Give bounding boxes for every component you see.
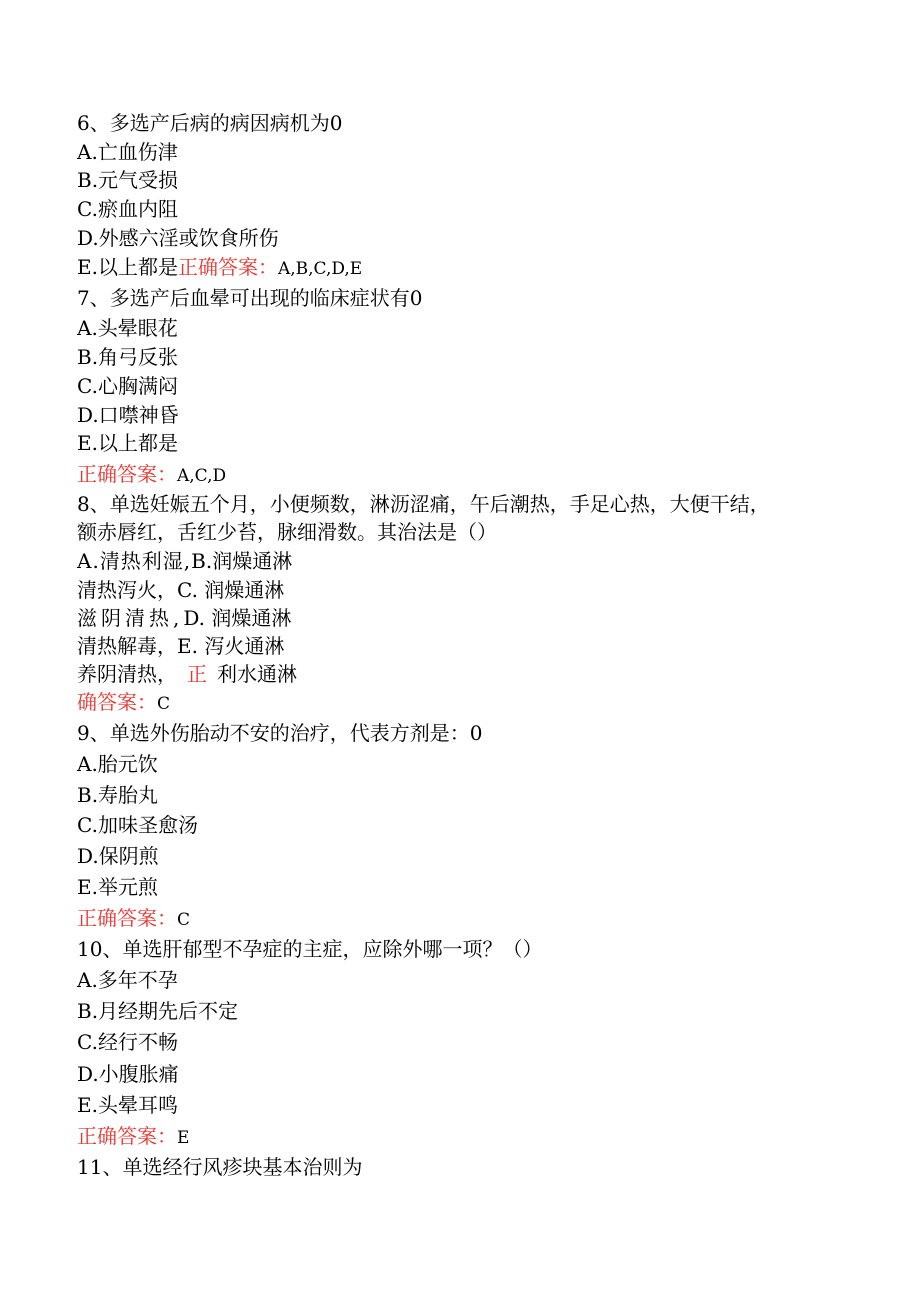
q9-answer-line [77,906,190,932]
q7-answer-line [77,462,226,488]
q8-row3-left: 滋阴清热, [77,606,184,630]
q9-option-c: C.加味圣愈汤 [77,813,198,837]
q6-option-b: B.元气受损 [77,168,179,192]
q6-stem: 6、多选产后病的病因病机为0 [77,111,343,135]
q8-row1-right: B.润燥通淋 [191,549,293,573]
q7-option-c: C.心胸满闷 [77,374,178,398]
q8-row5-left: 养阴清热， [77,662,177,686]
q10-answer-line [77,1124,189,1150]
q6-option-e: E.以上都是 [77,255,178,279]
q9-option-d: D.保阴煎 [77,844,159,868]
q8-row1-left: A.清热利湿, [77,549,192,573]
q8-row5-right: 利水通淋 [217,662,297,686]
q8-row3-right: D. 润燥通淋 [183,606,292,630]
q7-option-d: D.口噤神昏 [77,403,179,427]
q6-answer-label: 正确答案： [177,255,278,279]
q10-option-c: C.经行不畅 [77,1030,178,1054]
q8-options-row5 [77,662,297,686]
q6-option-e-line [77,255,362,281]
q7-stem: 7、多选产后血晕可出现的临床症状有0 [77,286,423,310]
q8-answer-value: C [157,694,171,714]
q10-stem: 10、单选肝郁型不孕症的主症，应除外哪一项？（） [77,937,543,961]
q8-options-row4 [77,634,284,658]
q8-row4-right: E. 泻火通淋 [177,634,285,658]
q8-options-row2 [77,578,284,602]
q6-option-c: C.瘀血内阻 [77,197,178,221]
q8-options-row3 [77,606,291,630]
q8-row2-left: 清热泻火， [77,578,177,602]
q9-option-a: A.胎元饮 [77,752,158,776]
q9-answer-value: C [177,910,191,930]
q10-option-e: E.头晕耳鸣 [77,1093,178,1117]
q8-row2-right: C. 润燥通淋 [177,578,285,602]
q8-row4-left: 清热解毒， [77,634,177,658]
q7-option-a: A.头晕眼花 [77,316,178,340]
q7-option-e: E.以上都是 [77,431,178,455]
q10-answer-label: 正确答案： [77,1124,177,1148]
q8-stem-line2: 额赤唇红，舌红少苔，脉细滑数。其治法是（） [77,520,497,544]
q9-option-e: E.举元煎 [77,875,158,899]
q8-answer-line [77,690,170,716]
q10-option-a: A.多年不孕 [77,968,178,992]
q7-answer-value: A,C,D [177,466,227,486]
q9-option-b: B.寿胎丸 [77,783,159,807]
q8-row5-answer-fragment: 正 [187,662,207,686]
q8-options-row1 [77,549,292,573]
q6-answer-value: A,B,C,D,E [277,259,363,279]
q6-option-a: A.亡血伤津 [77,140,178,164]
q7-answer-label: 正确答案： [77,462,177,486]
q11-stem: 11、单选经行风疹块基本治则为 [77,1155,363,1179]
q10-answer-value: E [177,1128,190,1148]
q8-stem-line1: 8、单选妊娠五个月，小便频数，淋沥涩痛，午后潮热，手足心热，大便干结， [77,492,770,516]
q8-answer-label: 确答案： [77,690,157,714]
q9-answer-label: 正确答案： [77,906,177,930]
q10-option-d: D.小腹胀痛 [77,1062,179,1086]
q6-option-d: D.外感六淫或饮食所伤 [77,226,279,250]
q7-option-b: B.角弓反张 [77,345,179,369]
q9-stem: 9、单选外伤胎动不安的治疗，代表方剂是：0 [77,721,483,745]
q10-option-b: B.月经期先后不定 [77,999,239,1023]
